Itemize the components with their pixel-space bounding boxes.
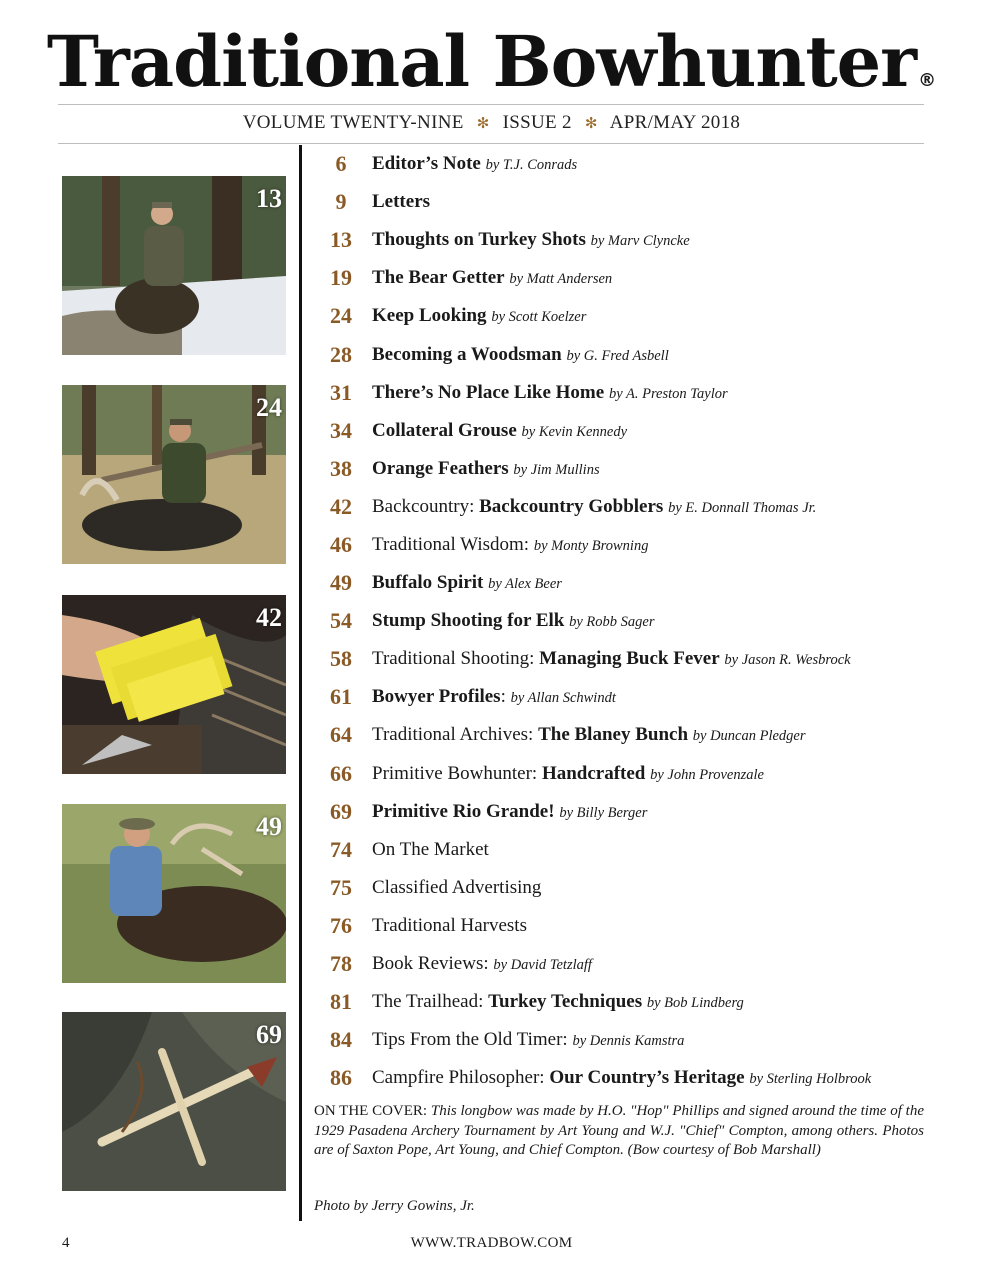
toc-row[interactable]	[310, 183, 930, 221]
moose-hunter-photo[interactable]	[62, 385, 286, 564]
toc-title: Keep Looking	[372, 305, 487, 327]
toc-row[interactable]	[310, 526, 930, 564]
toc-title: Managing Buck Fever	[539, 648, 720, 670]
toc-department: Campfire Philosopher:	[372, 1067, 550, 1089]
table-of-contents	[310, 145, 930, 1097]
toc-row[interactable]	[310, 221, 930, 259]
toc-page-number: 34	[330, 417, 352, 443]
toc-page-number: 81	[330, 989, 352, 1015]
website-link[interactable]: WWW.TRADBOW.COM	[410, 1235, 573, 1251]
toc-title: Thoughts on Turkey Shots	[372, 229, 586, 251]
date-label: APR/MAY 2018	[609, 112, 741, 133]
masthead	[0, 22, 983, 102]
toc-page-number: 78	[330, 951, 352, 977]
toc-page-number: 76	[330, 912, 352, 938]
toc-entry	[372, 344, 930, 366]
toc-page-number: 42	[330, 493, 352, 519]
toc-page-number: 58	[330, 646, 352, 672]
toc-department: The Trailhead:	[372, 991, 489, 1013]
toc-page-number: 66	[330, 760, 352, 786]
primitive-arrow-photo[interactable]	[62, 1012, 286, 1191]
toc-row[interactable]	[310, 488, 930, 526]
toc-row[interactable]	[310, 945, 930, 983]
toc-page-number: 64	[330, 722, 352, 748]
turkey-hunter-photo[interactable]	[62, 176, 286, 355]
toc-page-number: 24	[330, 303, 352, 329]
toc-byline: by John Provenzale	[650, 766, 764, 783]
toc-department: Tips From the Old Timer:	[372, 1029, 573, 1051]
toc-byline: by Sterling Holbrook	[749, 1071, 872, 1088]
toc-entry	[372, 496, 930, 518]
registered-mark: ®	[918, 70, 937, 91]
toc-entry	[372, 953, 930, 975]
toc-department: Primitive Bowhunter:	[372, 762, 542, 784]
separator-icon: ✻	[584, 114, 598, 132]
toc-byline: by Jason R. Wesbrock	[724, 652, 851, 669]
toc-page-number: 19	[330, 265, 352, 291]
toc-entry	[372, 686, 930, 708]
toc-row[interactable]	[310, 297, 930, 335]
toc-entry	[372, 801, 930, 823]
toc-entry	[372, 572, 930, 594]
photo-credit: Photo by Jerry Gowins, Jr.	[314, 1198, 475, 1214]
toc-row[interactable]	[310, 335, 930, 373]
turkey-tags-photo[interactable]	[62, 595, 286, 774]
toc-page-number: 28	[330, 341, 352, 367]
toc-page-number: 54	[330, 608, 352, 634]
toc-row[interactable]	[310, 831, 930, 869]
toc-row[interactable]	[310, 602, 930, 640]
toc-title: Backcountry Gobblers	[479, 495, 664, 517]
toc-page-number: 38	[330, 455, 352, 481]
cover-text: This longbow was made by H.O. "Hop" Phillips and signed around the time of the 1929 Pasadena Archery Tournament by Art Young and W.J. "Chief" Compton, among others. Photos are of Saxton Pope, Art Young, and Chief Compton. (Bow courtesy of Bob Marshall)	[314, 1103, 924, 1158]
toc-byline: by Kevin Kennedy	[521, 423, 628, 440]
toc-row[interactable]	[310, 412, 930, 450]
toc-title: Our Country’s Heritage	[549, 1067, 745, 1089]
toc-title-suffix: :	[500, 686, 511, 708]
volume-label: VOLUME TWENTY-NINE	[242, 112, 464, 133]
toc-department: Backcountry:	[372, 495, 480, 517]
toc-page-number: 69	[330, 798, 352, 824]
toc-entry	[372, 534, 930, 556]
toc-page-number: 86	[330, 1065, 352, 1091]
toc-page-number: 61	[330, 684, 352, 710]
toc-entry	[372, 915, 930, 937]
toc-byline: by Duncan Pledger	[692, 728, 806, 745]
photo-page-number: 49	[256, 812, 282, 841]
toc-page-number: 46	[330, 531, 352, 557]
toc-byline: by Billy Berger	[559, 804, 648, 821]
toc-entry	[372, 382, 930, 404]
toc-page-number: 6	[335, 151, 347, 177]
masthead-rule-top	[58, 104, 924, 105]
toc-entry	[372, 610, 930, 632]
toc-department: Classified Advertising	[372, 876, 542, 898]
toc-title: Buffalo Spirit	[372, 572, 484, 594]
toc-title: There’s No Place Like Home	[372, 381, 605, 403]
toc-title: Stump Shooting for Elk	[372, 610, 565, 632]
toc-byline: by G. Fred Asbell	[566, 347, 669, 364]
toc-row[interactable]	[310, 716, 930, 754]
toc-title: Primitive Rio Grande!	[372, 800, 555, 822]
toc-page-number: 75	[330, 874, 352, 900]
toc-row[interactable]	[310, 755, 930, 793]
toc-row[interactable]	[310, 1021, 930, 1059]
toc-byline: by Marv Clyncke	[590, 233, 690, 250]
toc-page-number: 31	[330, 379, 352, 405]
toc-entry	[372, 420, 930, 442]
toc-row[interactable]	[310, 145, 930, 183]
issue-label: ISSUE 2	[502, 112, 572, 133]
toc-title: Bowyer Profiles	[372, 686, 501, 708]
toc-title: The Bear Getter	[372, 267, 505, 289]
toc-entry	[372, 267, 930, 289]
separator-icon: ✻	[476, 114, 490, 132]
toc-row[interactable]	[310, 564, 930, 602]
toc-byline: by E. Donnall Thomas Jr.	[668, 499, 817, 516]
photo-page-number: 69	[256, 1020, 282, 1049]
cover-description	[314, 1102, 924, 1161]
toc-title: Orange Feathers	[372, 457, 509, 479]
toc-entry	[372, 1029, 930, 1051]
toc-title: Turkey Techniques	[488, 991, 643, 1013]
toc-byline: by Bob Lindberg	[646, 995, 744, 1012]
toc-byline: by Monty Browning	[533, 537, 649, 554]
toc-entry	[372, 305, 930, 327]
toc-entry	[372, 724, 930, 746]
toc-title: The Blaney Bunch	[538, 724, 689, 746]
toc-byline: by Alex Beer	[488, 576, 562, 593]
photo-page-number: 42	[256, 603, 282, 632]
toc-row[interactable]	[310, 1059, 930, 1097]
toc-byline: by Jim Mullins	[513, 461, 600, 478]
photo-page-number: 24	[256, 393, 282, 422]
toc-department: Traditional Shooting:	[372, 648, 540, 670]
cover-label: ON THE COVER:	[314, 1103, 428, 1119]
toc-byline: by Allan Schwindt	[510, 690, 616, 707]
toc-byline: by Scott Koelzer	[491, 309, 587, 326]
toc-entry	[372, 458, 930, 480]
toc-byline: by A. Preston Taylor	[608, 385, 728, 402]
toc-byline: by Dennis Kamstra	[572, 1033, 685, 1050]
toc-department: On The Market	[372, 838, 489, 860]
magazine-title: Traditional Bowhunter	[46, 20, 917, 103]
toc-row[interactable]	[310, 640, 930, 678]
toc-title: Becoming a Woodsman	[372, 343, 562, 365]
toc-title: Collateral Grouse	[372, 419, 517, 441]
toc-page-number: 84	[330, 1027, 352, 1053]
toc-row[interactable]	[310, 678, 930, 716]
masthead-rule-bottom	[58, 143, 924, 144]
toc-title: Editor’s Note	[372, 153, 481, 175]
folio-page-number: 4	[62, 1235, 70, 1251]
toc-entry	[372, 763, 930, 785]
issue-line	[0, 112, 983, 134]
toc-department: Traditional Wisdom:	[372, 533, 534, 555]
toc-department: Book Reviews:	[372, 953, 494, 975]
toc-page-number: 74	[330, 836, 352, 862]
toc-department: Traditional Archives:	[372, 724, 539, 746]
toc-entry	[372, 229, 930, 251]
toc-title: Letters	[372, 191, 431, 213]
toc-byline: by Matt Andersen	[509, 271, 613, 288]
toc-row[interactable]	[310, 907, 930, 945]
photo-page-number: 13	[256, 184, 282, 213]
toc-entry	[372, 191, 930, 213]
toc-entry	[372, 991, 930, 1013]
toc-entry	[372, 1067, 930, 1089]
toc-page-number: 49	[330, 570, 352, 596]
toc-row[interactable]	[310, 869, 930, 907]
toc-row[interactable]	[310, 983, 930, 1021]
toc-entry	[372, 153, 930, 175]
toc-page-number: 13	[330, 227, 352, 253]
column-divider	[299, 145, 302, 1221]
toc-entry	[372, 877, 930, 899]
toc-byline: by Robb Sager	[569, 614, 655, 631]
toc-page-number: 9	[335, 189, 347, 215]
toc-entry	[372, 839, 930, 861]
toc-department: Traditional Harvests	[372, 914, 527, 936]
toc-entry	[372, 648, 930, 670]
toc-row[interactable]	[310, 793, 930, 831]
toc-row[interactable]	[310, 374, 930, 412]
toc-title: Handcrafted	[541, 762, 646, 784]
toc-row[interactable]	[310, 259, 930, 297]
toc-row[interactable]	[310, 450, 930, 488]
toc-byline: by David Tetzlaff	[493, 957, 592, 974]
elk-hunter-photo[interactable]	[62, 804, 286, 983]
toc-byline: by T.J. Conrads	[485, 157, 578, 174]
